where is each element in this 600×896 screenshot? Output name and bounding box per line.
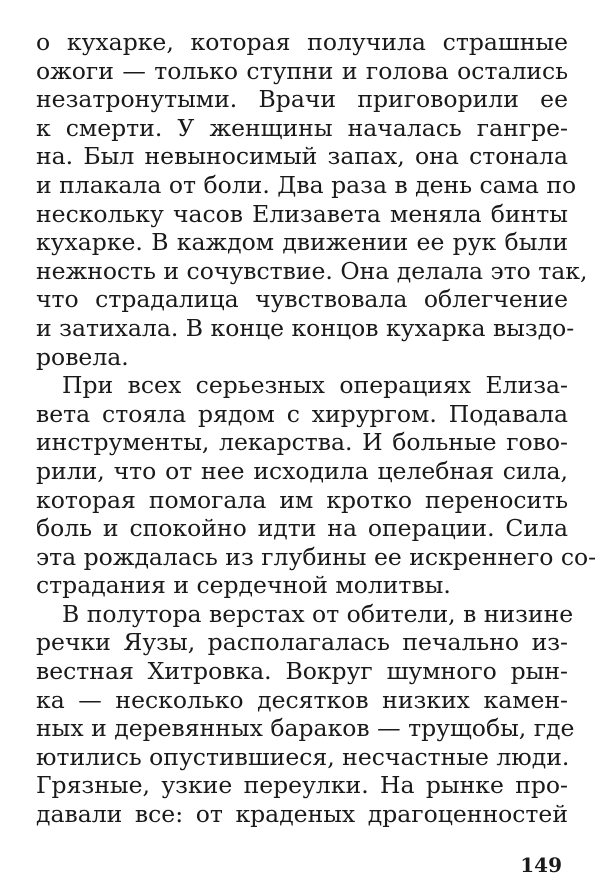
text-line: боль и спокойно идти на операции. Сила bbox=[36, 514, 568, 543]
text-line: ютились опустившиеся, несчастные люди. bbox=[36, 742, 570, 771]
text-line: на. Был невыносимый запах, она стонала bbox=[36, 142, 568, 171]
text-line: нежность и сочувствие. Она делала это так, bbox=[36, 256, 588, 285]
text-line: давали все: от краденых драгоценностей bbox=[36, 800, 568, 829]
text-line: которая помогала им кротко переносить bbox=[36, 485, 568, 514]
text-line: ка — несколько десятков низких камен- bbox=[36, 685, 568, 714]
text-line: незатронутыми. Врачи приговорили ее bbox=[36, 85, 568, 114]
paragraph-3 bbox=[36, 599, 575, 829]
text-line: инструменты, лекарства. И больные гово- bbox=[36, 428, 568, 457]
body-text bbox=[36, 28, 597, 829]
text-line: речки Яузы, располагалась печально из- bbox=[36, 628, 568, 657]
text-line: ных и деревянных бараков — трущобы, где bbox=[36, 714, 575, 743]
text-line: и затихала. В конце концов кухарка выздо- bbox=[36, 313, 575, 342]
page-number: 149 bbox=[520, 853, 562, 877]
text-line: что страдалица чувствовала облегчение bbox=[36, 285, 568, 314]
text-line: вестная Хитровка. Вокруг шумного рын- bbox=[36, 657, 568, 686]
text-line: нескольку часов Елизавета меняла бинты bbox=[36, 199, 568, 228]
text-line: вета стояла рядом с хирургом. Подавала bbox=[36, 399, 568, 428]
text-line: о кухарке, которая получила страшные bbox=[36, 28, 568, 56]
text-line: ровела. bbox=[36, 342, 129, 371]
text-line: При всех серьезных операциях Елиза- bbox=[62, 371, 568, 400]
text-line: кухарке. В каждом движении ее рук были bbox=[36, 228, 568, 257]
paragraph-1 bbox=[36, 28, 588, 371]
text-line: рили, что от нее исходила целебная сила, bbox=[36, 456, 568, 485]
text-line: и плакала от боли. Два раза в день сама по bbox=[36, 170, 577, 199]
text-line: страдания и сердечной молитвы. bbox=[36, 571, 451, 600]
text-line: ожоги — только ступни и голова остались bbox=[36, 56, 568, 85]
text-line: к смерти. У женщины началась гангре- bbox=[36, 113, 568, 142]
text-line: Грязные, узкие переулки. На рынке про- bbox=[36, 771, 568, 800]
paragraph-2 bbox=[36, 371, 597, 600]
text-line: эта рождалась из глубины ее искреннего со- bbox=[36, 542, 597, 571]
text-line: В полутора верстах от обители, в низине bbox=[62, 599, 574, 628]
